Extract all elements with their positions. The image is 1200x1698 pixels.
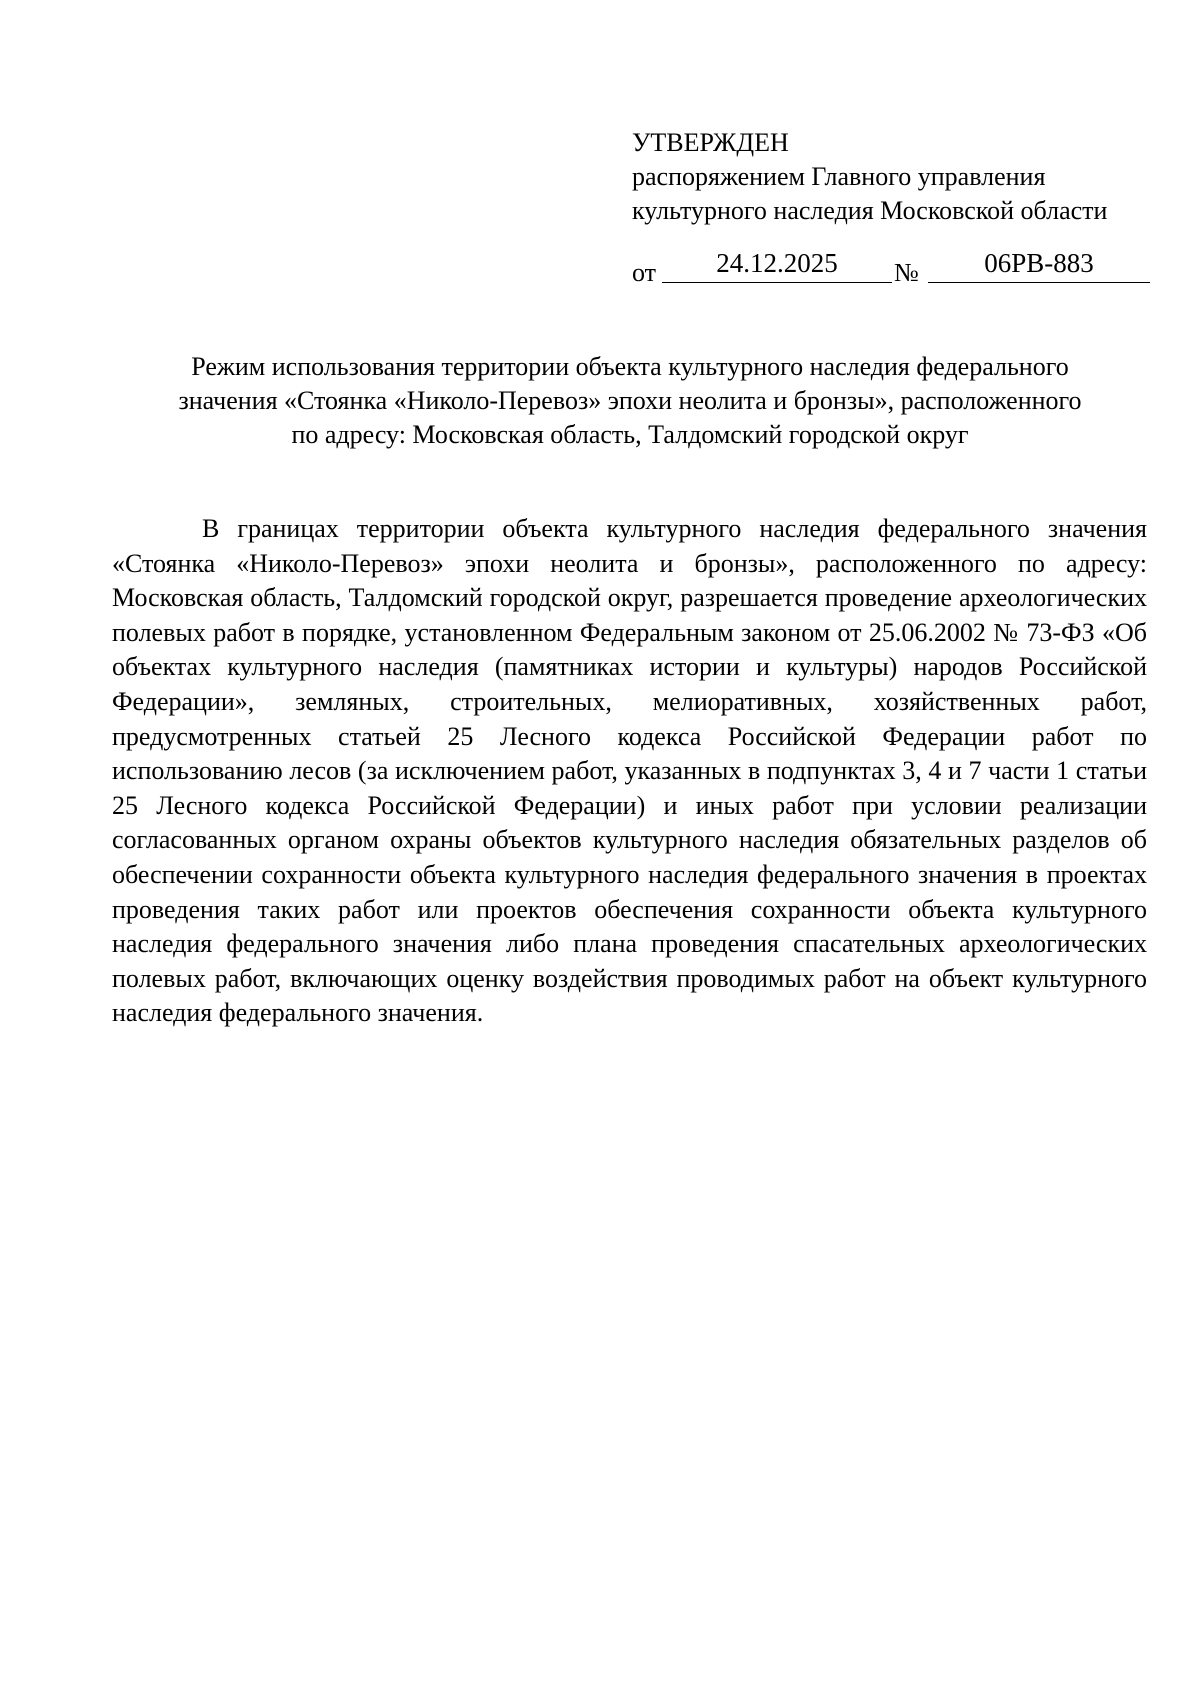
body-paragraph: В границах территории объекта культурного наследия федерального значения «Стоянка «Николо-Перевоз» эпохи неолита и бронзы», расположенного по адресу: Московская область, Талдомский городской округ, разрешается проведение археологических полевых работ в порядке, установленном Федеральным законом от 25.06.2002 № 73-ФЗ «Об объектах культурного наследия (памятниках истории и культуры) народов Российской Федерации», земляных, строительных, мелиоративных, хозяйственных работ, предусмотренных статьей 25 Лесного кодекса Российской Федерации работ по использованию лесов (за исключением работ, указанных в подпунктах 3, 4 и 7 части 1 статьи 25 Лесного кодекса Российской Федерации) и иных работ при условии реализации согласованных органом охраны объектов культурного наследия обязательных разделов об обеспечении сохранности объекта культурного наследия федерального значения в проектах проведения таких работ или проектов обеспечения сохранности объекта культурного наследия федерального значения либо плана проведения спасательных археологических полевых работ, включающих оценку воздействия проводимых работ на объект культурного наследия федерального значения.	[112, 514, 1147, 1028]
title-line-1: Режим использования территории объекта культурного наследия федерального	[191, 352, 1069, 381]
approval-authority-line-2: культурного наследия Московской области	[632, 196, 1108, 225]
date-label: от	[632, 258, 657, 287]
document-title	[110, 350, 1150, 452]
approval-date: 24.12.2025	[662, 248, 892, 283]
approval-reference	[632, 248, 1152, 288]
approval-block	[632, 126, 1152, 228]
approval-authority-line-1: распоряжением Главного управления	[632, 162, 1046, 191]
approval-heading: УТВЕРЖДЕН	[632, 128, 789, 157]
title-line-3: по адресу: Московская область, Талдомский городской округ	[291, 420, 969, 449]
approval-number: 06РВ-883	[928, 248, 1150, 283]
title-line-2: значения «Стоянка «Николо-Перевоз» эпохи неолита и бронзы», расположенного	[178, 386, 1082, 415]
number-label: №	[894, 258, 919, 287]
